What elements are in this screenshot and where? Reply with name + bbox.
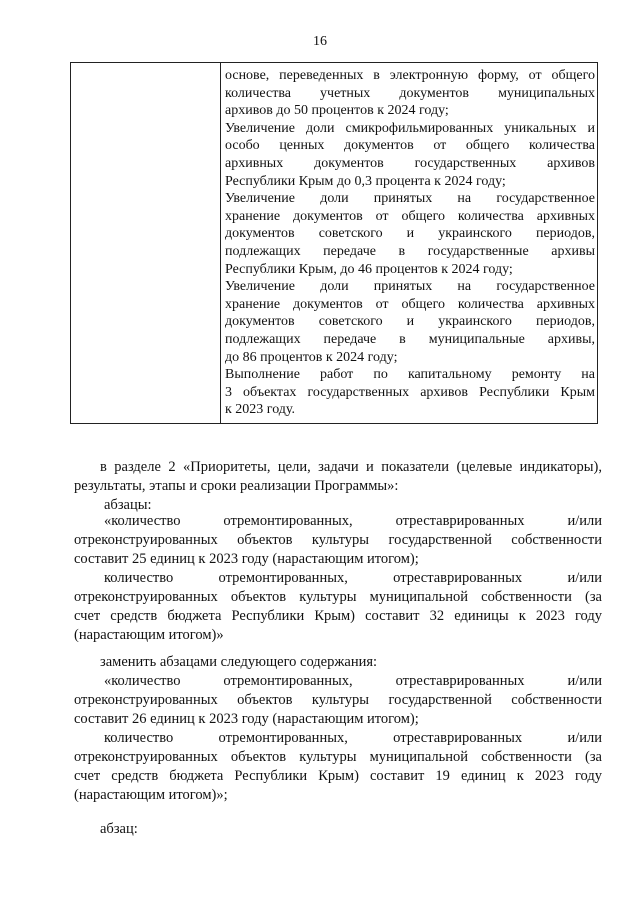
replace-intro [74,653,602,672]
section-intro-line: абзацы: [104,497,152,513]
table-cell-line: Увеличение доли смикрофильмированных уникальных и [225,120,595,136]
table-cell-line: количества учетных документов муниципальных [225,85,595,101]
old-paragraph-2 [74,569,602,645]
table-cell-line: Республики Крым, до 46 процентов к 2024 году; [225,261,513,277]
table-cell-line: документов советского и украинского периодов, [225,314,595,330]
table-cell-line: основе, переведенных в электронную форму, от общего [225,68,595,83]
paragraph-line: «количество отремонтированных, отреставрированных и/или [104,513,602,529]
section-intro [74,458,602,515]
table-cell-line: Увеличение доли принятых на государственное [225,191,595,207]
paragraph-line: отреконструированных объектов культуры государственной собственности [74,692,602,708]
paragraph-line: отреконструированных объектов культуры муниципальной собственности (за [74,749,602,765]
table-cell-line: подлежащих передаче в государственные архивы [225,243,595,259]
paragraph-line: счет средств бюджета Республики Крым) составит 32 единицы к 2023 году [74,608,602,624]
table-left-cell [71,63,221,423]
final-label [74,820,602,839]
replace-intro-line: заменить абзацами следующего содержания: [100,654,378,670]
table-cell-line: особо ценных документов от общего количества [225,138,595,154]
table-right-cell [225,67,595,419]
section-intro-line: в разделе 2 «Приоритеты, цели, задачи и показатели (целевые индикаторы), [100,459,602,475]
paragraph-line: отреконструированных объектов культуры муниципальной собственности (за [74,589,602,605]
indicators-table [70,62,598,424]
table-cell-line: к 2023 году. [225,402,296,418]
table-cell-line: хранение документов от общего количества архивных [225,296,595,312]
page-number: 16 [313,34,327,49]
table-cell-line: архивных документов государственных архивов [225,155,595,171]
paragraph-line: составит 25 единиц к 2023 году (нарастающим итогом); [74,551,419,567]
table-cell-line: до 86 процентов к 2024 году; [225,349,398,365]
final-label-line: абзац: [100,821,138,837]
section-intro-line: результаты, этапы и сроки реализации Программы»: [74,478,399,494]
old-paragraph-1 [74,512,602,569]
table-cell-line: 3 объектах государственных архивов Республики Крым [225,384,595,400]
paragraph-line: (нарастающим итогом)» [74,627,224,643]
table-cell-line: Увеличение доли принятых на государственное [225,279,595,295]
paragraph-line: счет средств бюджета Республики Крым) составит 19 единиц к 2023 году [74,768,602,784]
paragraph-line: «количество отремонтированных, отреставрированных и/или [104,673,602,689]
paragraph-line: количество отремонтированных, отреставрированных и/или [104,570,602,586]
table-cell-line: Выполнение работ по капитальному ремонту на [225,367,595,383]
paragraph-line: отреконструированных объектов культуры государственной собственности [74,532,602,548]
table-cell-line: подлежащих передаче в муниципальные архивы, [225,331,595,347]
paragraph-line: составит 26 единиц к 2023 году (нарастающим итогом); [74,711,419,727]
table-cell-line: архивов до 50 процентов к 2024 году; [225,103,449,119]
paragraph-line: (нарастающим итогом)»; [74,787,228,803]
new-paragraph-2 [74,729,602,805]
table-cell-line: хранение документов от общего количества архивных [225,208,595,224]
new-paragraph-1 [74,672,602,729]
table-cell-line: документов советского и украинского периодов, [225,226,595,242]
table-cell-line: Республики Крым до 0,3 процента к 2024 году; [225,173,506,189]
paragraph-line: количество отремонтированных, отреставрированных и/или [104,730,602,746]
